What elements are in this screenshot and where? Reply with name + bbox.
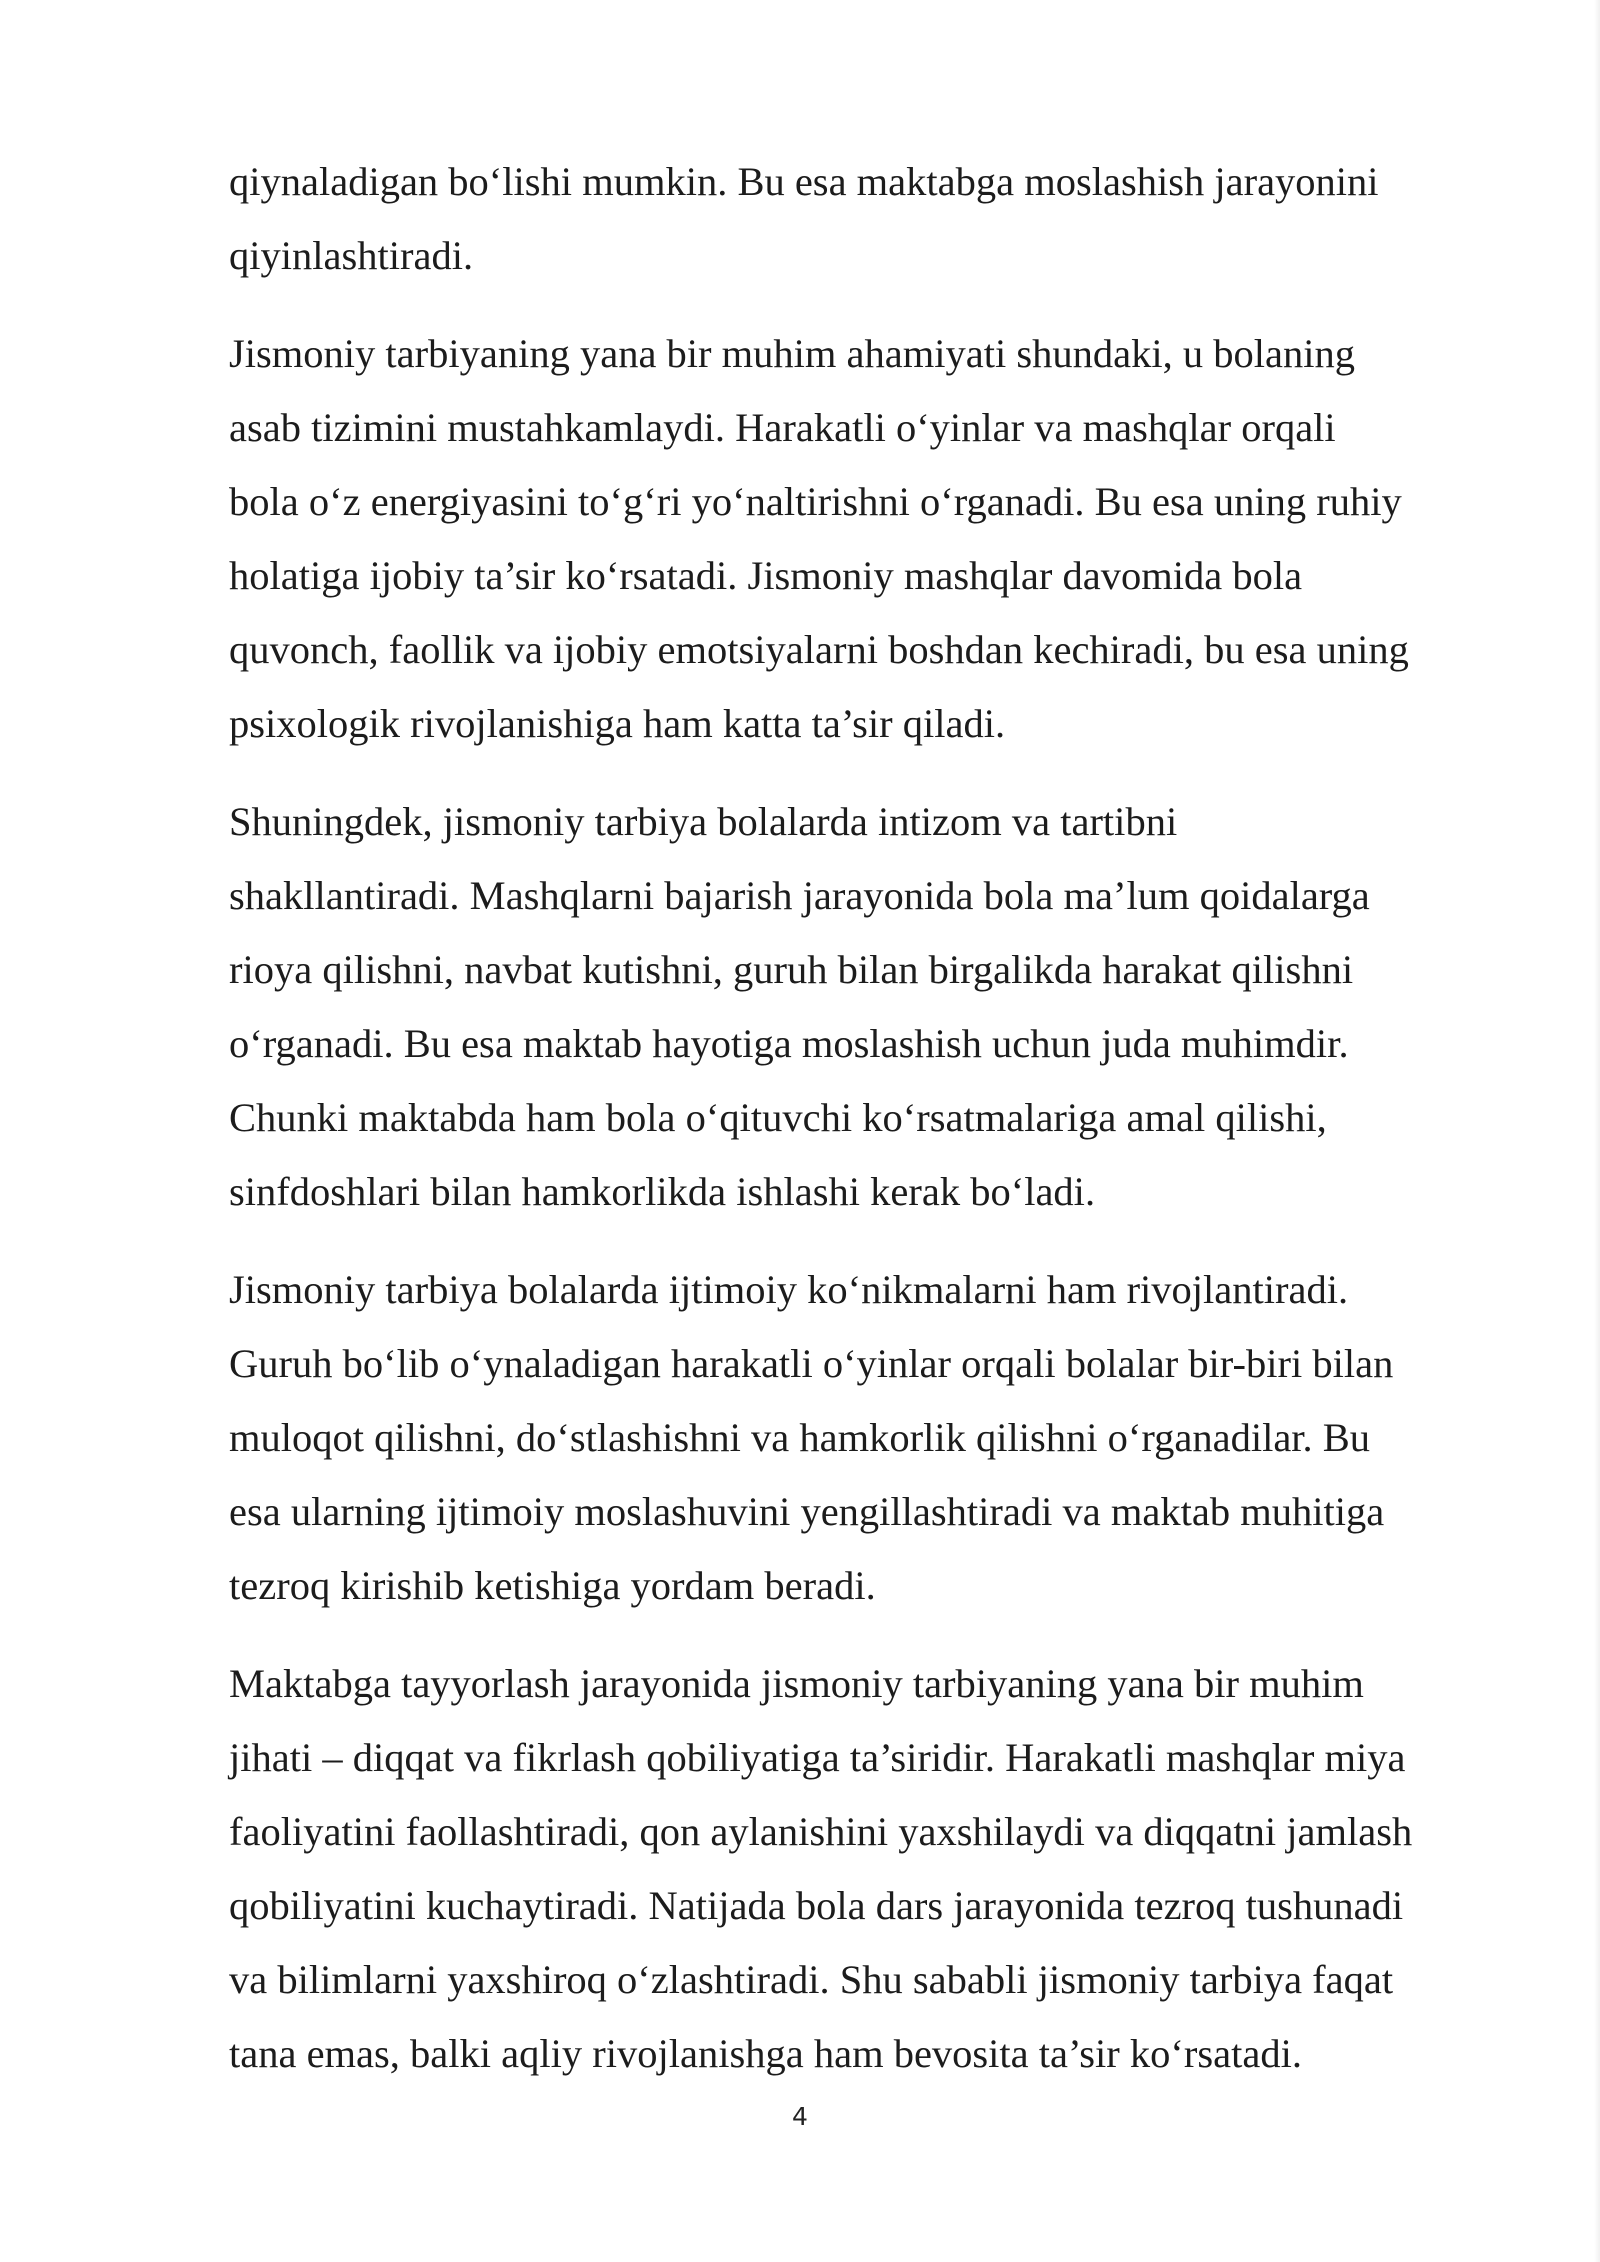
text-line: faoliyatini faollashtiradi, qon aylanishini yaxshilaydi va diqqatni jamlash xyxy=(229,1809,1413,1854)
text-line: tana emas, balki aqliy rivojlanishga ham bevosita ta’sir ko‘rsatadi. xyxy=(229,2031,1302,2076)
text-line: sinfdoshlari bilan hamkorlikda ishlashi kerak bo‘ladi. xyxy=(229,1169,1096,1214)
text-line: holatiga ijobiy ta’sir ko‘rsatadi. Jismoniy mashqlar davomida bola xyxy=(229,553,1303,598)
paragraph-2 xyxy=(229,317,1499,761)
text-line: va bilimlarni yaxshiroq o‘zlashtiradi. Shu sababli jismoniy tarbiya faqat xyxy=(229,1957,1394,2002)
text-line: qiyinlashtiradi. xyxy=(229,233,474,278)
text-line: esa ularning ijtimoiy moslashuvini yengillashtiradi va maktab muhitiga xyxy=(229,1489,1385,1534)
text-line: bola o‘z energiyasini to‘g‘ri yo‘naltirishni o‘rganadi. Bu esa uning ruhiy xyxy=(229,479,1402,524)
page-number: 4 xyxy=(792,2102,808,2131)
text-line: Shuningdek, jismoniy tarbiya bolalarda intizom va tartibni xyxy=(229,799,1178,844)
text-line: jihati – diqqat va fikrlash qobiliyatiga ta’siridir. Harakatli mashqlar miya xyxy=(229,1735,1406,1780)
text-line: tezroq kirishib ketishiga yordam beradi. xyxy=(229,1563,876,1608)
text-line: asab tizimini mustahkamlaydi. Harakatli o‘yinlar va mashqlar orqali xyxy=(229,405,1336,450)
text-line: shakllantiradi. Mashqlarni bajarish jarayonida bola ma’lum qoidalarga xyxy=(229,873,1370,918)
text-line: Chunki maktabda ham bola o‘qituvchi ko‘rsatmalariga amal qilishi, xyxy=(229,1095,1327,1140)
paragraph-5 xyxy=(229,1647,1499,2091)
text-line: quvonch, faollik va ijobiy emotsiyalarni boshdan kechiradi, bu esa uning xyxy=(229,627,1409,672)
page-edge-shadow xyxy=(1594,0,1600,2262)
text-line: rioya qilishni, navbat kutishni, guruh bilan birgalikda harakat qilishni xyxy=(229,947,1354,992)
text-line: muloqot qilishni, do‘stlashishni va hamkorlik qilishni o‘rganadilar. Bu xyxy=(229,1415,1371,1460)
text-line: o‘rganadi. Bu esa maktab hayotiga moslashish uchun juda muhimdir. xyxy=(229,1021,1349,1066)
paragraph-3 xyxy=(229,785,1499,1229)
text-body xyxy=(229,145,1499,2115)
text-line: Maktabga tayyorlash jarayonida jismoniy tarbiyaning yana bir muhim xyxy=(229,1661,1364,1706)
text-line: qiynaladigan bo‘lishi mumkin. Bu esa maktabga moslashish jarayonini xyxy=(229,159,1379,204)
text-line: qobiliyatini kuchaytiradi. Natijada bola dars jarayonida tezroq tushunadi xyxy=(229,1883,1404,1928)
text-line: Guruh bo‘lib o‘ynaladigan harakatli o‘yinlar orqali bolalar bir-biri bilan xyxy=(229,1341,1394,1386)
text-line: psixologik rivojlanishiga ham katta ta’sir qiladi. xyxy=(229,701,1006,746)
text-line: Jismoniy tarbiyaning yana bir muhim ahamiyati shundaki, u bolaning xyxy=(229,331,1355,376)
text-line: Jismoniy tarbiya bolalarda ijtimoiy ko‘nikmalarni ham rivojlantiradi. xyxy=(229,1267,1349,1312)
paragraph-4 xyxy=(229,1253,1499,1623)
paragraph-1 xyxy=(229,145,1499,293)
